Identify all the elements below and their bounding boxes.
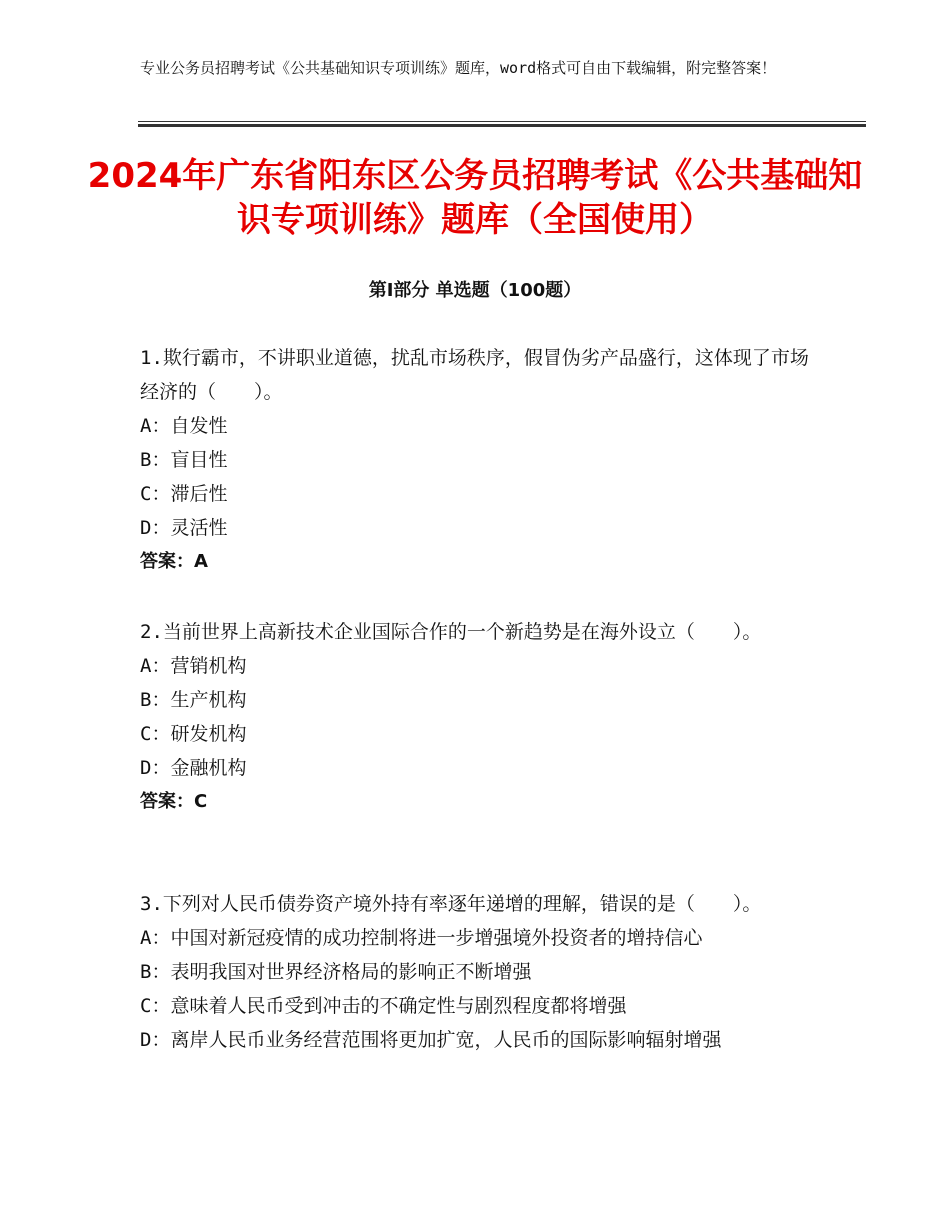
header-note: 专业公务员招聘考试《公共基础知识专项训练》题库，word格式可自由下载编辑，附完整答案！	[140, 59, 777, 77]
option-b: B：盲目性	[140, 449, 228, 471]
answer-line: 答案：C	[140, 791, 208, 812]
question-block	[140, 341, 820, 579]
option-a: A：中国对新冠疫情的成功控制将进一步增强境外投资者的增持信心	[140, 927, 703, 949]
answer-line: 答案：A	[140, 551, 208, 572]
question-block	[140, 615, 820, 819]
option-d: D：离岸人民币业务经营范围将更加扩宽，人民币的国际影响辐射增强	[140, 1029, 722, 1051]
option-b: B：生产机构	[140, 689, 247, 711]
option-c: C：滞后性	[140, 483, 228, 505]
question-stem: 2.当前世界上高新技术企业国际合作的一个新趋势是在海外设立（ ）。	[140, 621, 762, 643]
section-heading: 第Ⅰ部分 单选题（100题）	[368, 280, 582, 301]
question-stem: 3.下列对人民币债券资产境外持有率逐年递增的理解，错误的是（ ）。	[140, 893, 762, 915]
option-d: D：金融机构	[140, 757, 247, 779]
option-d: D：灵活性	[140, 517, 228, 539]
header-rule-thick	[138, 124, 866, 127]
document-title: 2024年广东省阳东区公务员招聘考试《公共基础知识专项训练》题库（全国使用）	[87, 156, 863, 240]
option-c: C：研发机构	[140, 723, 247, 745]
option-c: C：意味着人民币受到冲击的不确定性与剧烈程度都将增强	[140, 995, 627, 1017]
question-block	[140, 887, 820, 1057]
option-b: B：表明我国对世界经济格局的影响正不断增强	[140, 961, 532, 983]
option-a: A：自发性	[140, 415, 228, 437]
header-rule-thin	[138, 121, 866, 122]
option-a: A：营销机构	[140, 655, 247, 677]
question-stem: 1.欺行霸市，不讲职业道德，扰乱市场秩序，假冒伪劣产品盛行，这体现了市场经济的（ ）。	[140, 347, 809, 403]
